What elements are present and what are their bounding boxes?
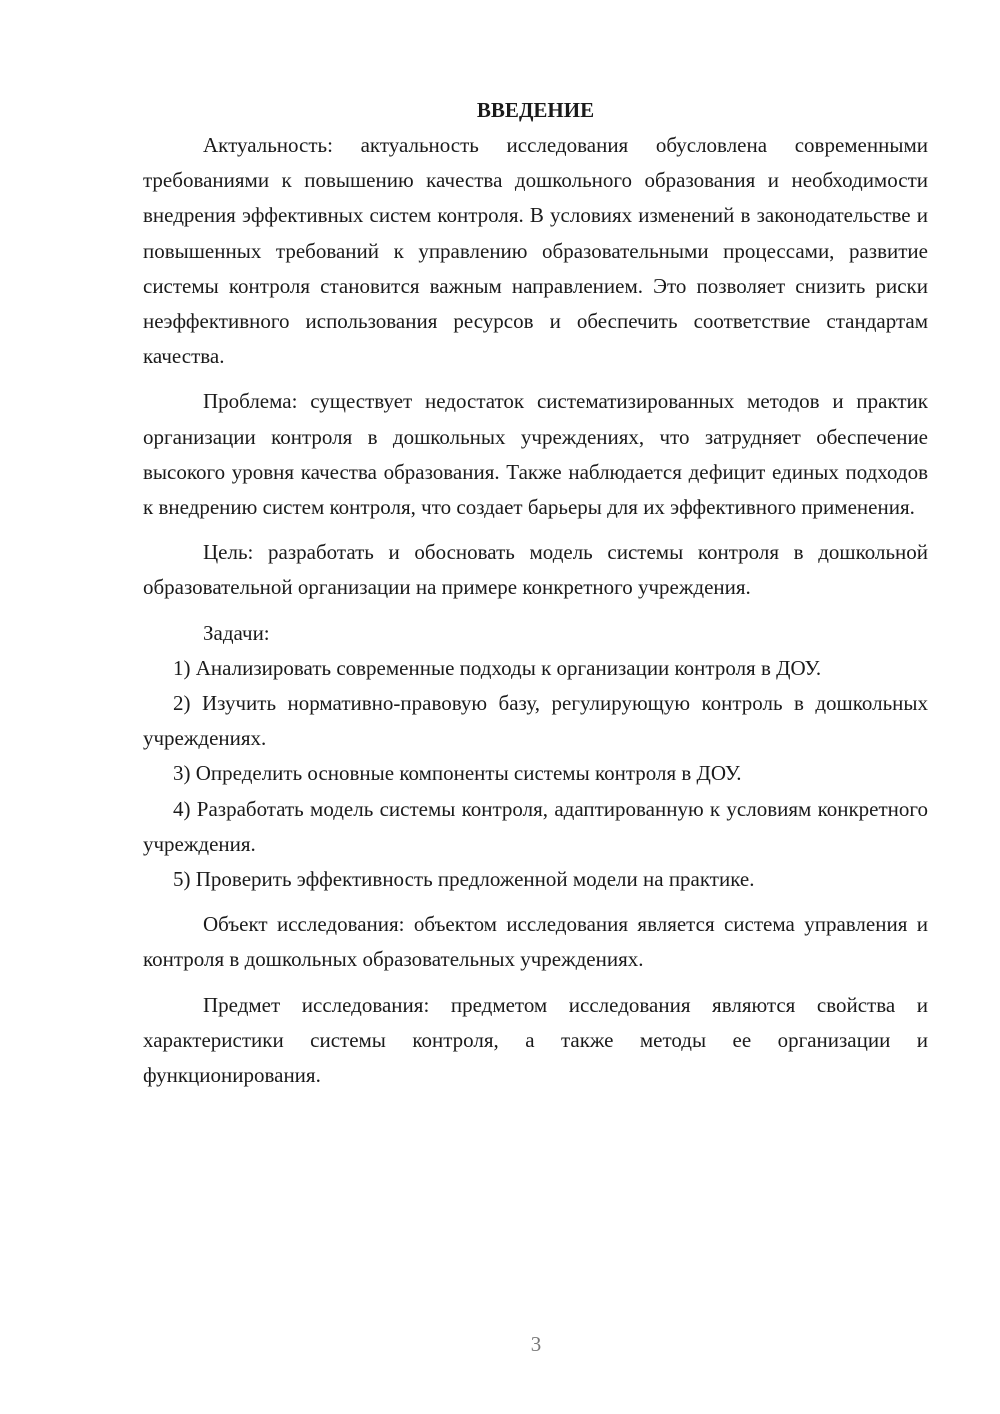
task-item: 2) Изучить нормативно-правовую базу, регулирующую контроль в дошкольных учреждениях. (143, 691, 928, 751)
page-number: 3 (530, 1332, 542, 1356)
document-page (143, 93, 928, 1093)
paragraph-goal: Цель: разработать и обосновать модель системы контроля в дошкольной образовательной организации на примере конкретного учреждения. (143, 540, 928, 600)
tasks-heading: Задачи: (203, 620, 270, 645)
paragraph-relevance: Актуальность: актуальность исследования обусловлена современными требованиями к повышению качества дошкольного образования и необходимости внедрения эффективных систем контроля. В условиях изменений в законодательстве и повышенных требований к управлению образовательными процессами, развитие системы контроля становится важным направлением. Это позволяет снизить риски неэффективного использования ресурсов и обеспечить соответствие стандартам качества. (143, 133, 928, 369)
task-item: 5) Проверить эффективность предложенной модели на практике. (173, 867, 755, 892)
task-item: 1) Анализировать современные подходы к организации контроля в ДОУ. (173, 655, 822, 680)
paragraph-object: Объект исследования: объектом исследования является система управления и контроля в дошкольных образовательных учреждениях. (143, 912, 928, 972)
section-title: ВВЕДЕНИЕ (476, 98, 595, 122)
task-item: 4) Разработать модель системы контроля, адаптированную к условиям конкретного учреждения. (143, 796, 928, 856)
paragraph-subject: Предмет исследования: предметом исследования являются свойства и характеристики системы контроля, а также методы ее организации и функционирования. (143, 992, 928, 1088)
task-item: 3) Определить основные компоненты системы контроля в ДОУ. (173, 761, 742, 786)
paragraph-problem: Проблема: существует недостаток систематизированных методов и практик организации контроля в дошкольных учреждениях, что затрудняет обеспечение высокого уровня качества образования. Также наблюдается дефицит единых подходов к внедрению систем контроля, что создает барьеры для их эффективного применения. (143, 389, 928, 520)
